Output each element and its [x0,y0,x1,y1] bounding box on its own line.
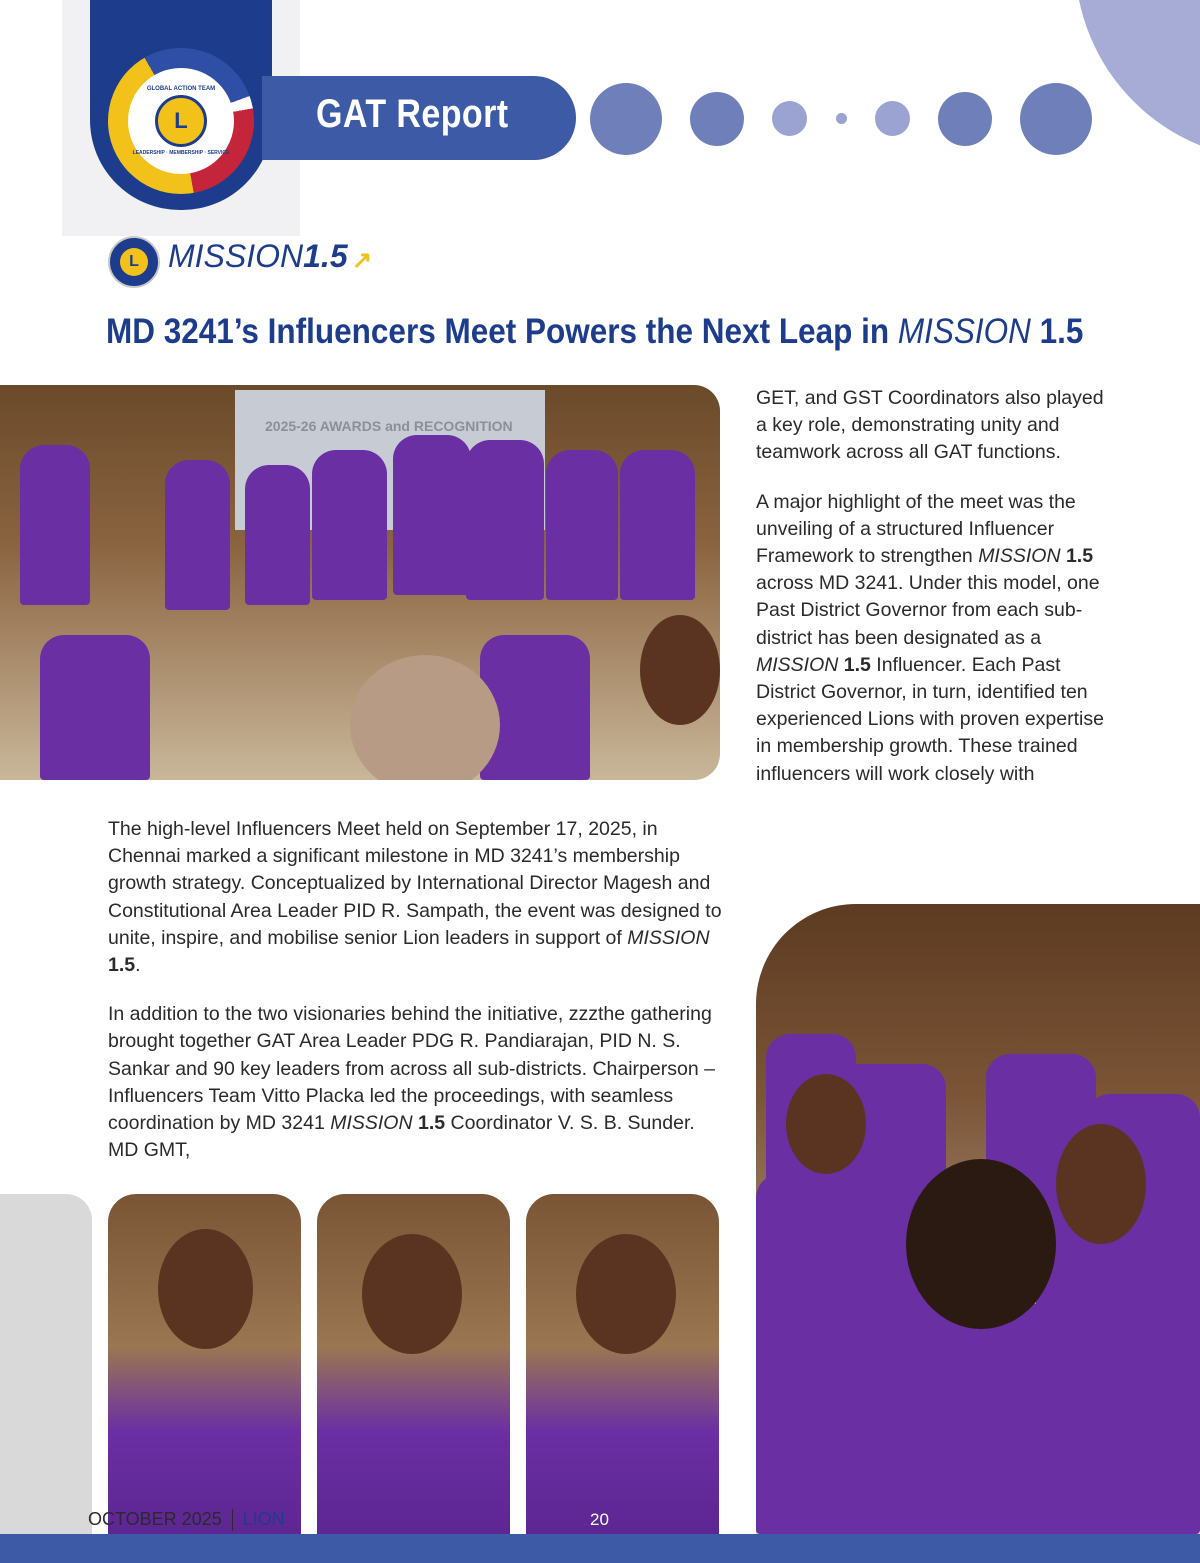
person [165,460,230,610]
text-span: . [135,954,141,977]
lions-international-icon: L [108,236,160,288]
text-span: across MD 3241. Under this model, one Past District Governor from each sub-district has been designated as a [756,572,1100,649]
photo-group-on-stage [0,385,720,780]
headline-mission: MISSION [897,312,1031,351]
decor-dot [836,113,847,124]
decor-dot [875,101,910,136]
footer-issue [88,1509,285,1531]
mission-logo-text [168,238,348,275]
section-title: GAT Report [316,92,509,136]
decor-dot [590,83,662,155]
article-headline [106,312,1084,352]
text-span: Influencer. Each Past District Governor, in turn, identified ten experienced Lions with proven expertise in membership growth. These trained influencers will work closely with [756,653,1104,785]
footer-divider [232,1509,233,1531]
headline-text: MD 3241’s Influencers Meet Powers the Next Leap in [106,312,898,351]
photo-speaker-3 [526,1194,719,1534]
mission-italic: MISSION [978,545,1061,568]
person [466,440,544,600]
mission-number: 1.5 [838,653,871,676]
gat-logo [128,68,234,174]
paragraph [108,816,728,979]
left-column-text [108,816,728,1164]
decor-dot [938,92,992,146]
text-span: The high-level Influencers Meet held on September 17, 2025, in Chennai marked a significant milestone in MD 3241’s membership growth strategy. Conceptualized by International Director Magesh and Constitutional Area Leader PID R. Sampath, the event was designed to unite, inspire, and mobilise senior Lion leaders in support of [108,818,722,949]
mission-italic: MISSION [627,926,710,949]
audience-head [640,615,720,725]
person [620,450,695,600]
speaker-head [158,1229,253,1349]
mission-number: 1.5 [412,1112,446,1135]
person [546,450,618,600]
person [312,450,387,600]
arrow-icon: ↗ [352,247,373,274]
logo-lower-text: LEADERSHIP · MEMBERSHIP · SERVICE [132,150,230,156]
person [20,445,90,605]
text-span: Coordinator V. S. B. Sunder. MD GMT, [108,1112,695,1162]
person-seated [40,635,150,780]
magazine-name: LION [242,1509,285,1529]
mission-number: 1.5 [108,954,136,977]
photo-audience [756,904,1200,1534]
page-number: 20 [590,1510,609,1529]
headline-number: 1.5 [1030,312,1084,351]
audience-head [786,1074,866,1174]
paragraph [756,489,1106,788]
paragraph: GET, and GST Coordinators also played a key role, demonstrating unity and teamwork across all GAT functions. [756,387,1104,464]
text-span: In addition to the two visionaries behind the initiative, zzzthe gathering brought together GAT Area Leader PDG R. Pandiarajan, PID N. S. Sankar and 90 key leaders from across all sub-districts. Chairperson – Influencers Team Vitto Placka led the proceedings, with seamless coordination by MD 3241 [108,1003,715,1135]
corner-decoration [1075,0,1200,160]
person [856,1304,1136,1534]
decor-dot [1020,83,1092,155]
paragraph [108,1001,728,1164]
mission-italic: MISSION [756,653,839,676]
logo-ring-text: GLOBAL ACTION TEAM [146,86,216,92]
screen-text: 2025-26 AWARDS and RECOGNITION [265,418,513,434]
mission-word: MISSION [168,238,304,274]
right-column-text [756,385,1106,788]
speaker-head [362,1234,462,1354]
issue-date: OCTOBER 2025 [88,1509,222,1529]
speaker-head [576,1234,676,1354]
lions-emblem-icon: L [155,95,207,147]
audience-head [350,655,500,780]
decor-dot [772,101,807,136]
gray-panel [0,1194,92,1534]
audience-head [906,1159,1056,1329]
mission-number: 1.5 [303,238,348,274]
mission-italic: MISSION [330,1112,413,1135]
person [245,465,310,605]
text-span: A major highlight of the meet was the unveiling of a structured Influencer Framework to strengthen [756,490,1076,568]
photo-speaker-1 [108,1194,301,1534]
footer-bar [0,1534,1200,1563]
mission-number: 1.5 [1060,545,1094,568]
person [393,435,471,595]
audience-head [1056,1124,1146,1244]
photo-speaker-2 [317,1194,510,1534]
decor-dot [690,92,744,146]
